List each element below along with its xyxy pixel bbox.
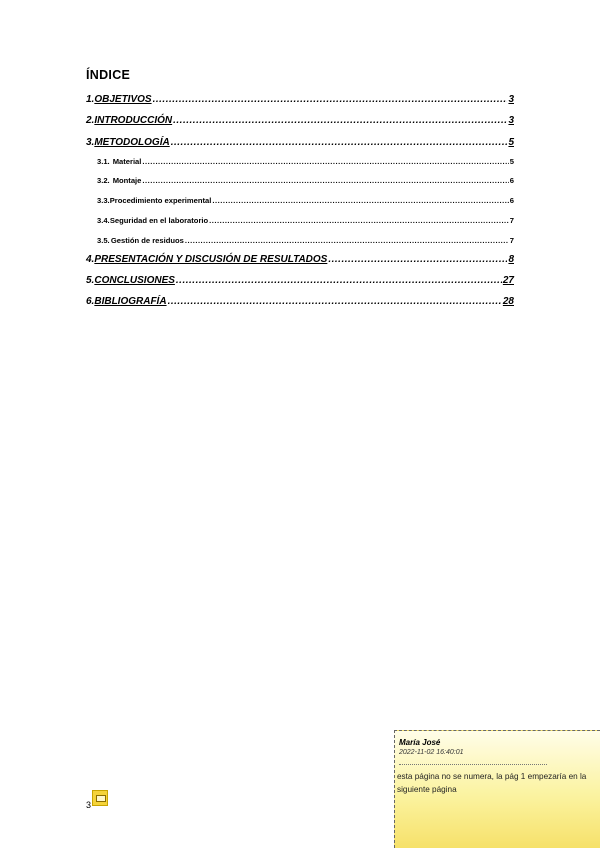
- toc-entry-label: Seguridad en el laboratorio: [109, 216, 209, 225]
- toc-entry-page: 6: [509, 176, 514, 185]
- toc-entry-procedimiento[interactable]: [97, 196, 514, 205]
- page-number: 3: [86, 800, 92, 810]
- toc-entry-montaje[interactable]: [97, 176, 514, 185]
- dot-leader: [153, 94, 508, 105]
- toc-entry-residuos[interactable]: [97, 236, 514, 245]
- toc-entry-introduccion[interactable]: [86, 115, 514, 126]
- dot-leader: [173, 115, 507, 126]
- comment-balloon[interactable]: [394, 730, 600, 848]
- comment-date: 2022-11-02 16:40:01: [399, 749, 464, 756]
- toc-entry-number: 6.: [86, 296, 95, 307]
- comment-divider: [399, 764, 547, 765]
- toc-entry-label: Montaje: [112, 176, 142, 185]
- toc-entry-label: INTRODUCCIÓN: [94, 115, 173, 126]
- toc-entry-page: 3: [508, 115, 514, 126]
- toc-entry-number: 3.3.: [97, 196, 110, 205]
- toc-entry-label: Procedimiento experimental: [109, 196, 212, 205]
- toc-title: ÍNDICE: [86, 68, 131, 82]
- toc-entry-number: 3.4.: [97, 216, 110, 225]
- toc-entry-metodologia[interactable]: [86, 137, 514, 148]
- toc-entry-material[interactable]: [97, 157, 514, 166]
- toc-entry-page: 5: [509, 157, 514, 166]
- dot-leader: [212, 196, 508, 205]
- toc-entry-resultados[interactable]: [86, 254, 514, 265]
- dot-leader: [168, 296, 502, 307]
- dot-leader: [142, 176, 508, 185]
- toc-entry-page: 7: [509, 236, 514, 245]
- comment-note-icon[interactable]: [92, 790, 108, 806]
- toc-entry-label: Gestión de residuos: [110, 236, 184, 245]
- toc-entry-page: 8: [508, 254, 514, 265]
- toc-entry-page: 3: [508, 94, 514, 105]
- toc-entry-label: METODOLOGÍA: [94, 137, 170, 148]
- toc-entry-seguridad[interactable]: [97, 216, 514, 225]
- toc-entry-page: 7: [509, 216, 514, 225]
- toc-entry-number: 3.: [86, 137, 95, 148]
- toc-entry-label: PRESENTACIÓN Y DISCUSIÓN DE RESULTADOS: [94, 254, 328, 265]
- toc-entry-bibliografia[interactable]: [86, 296, 514, 307]
- toc-entry-number: 2.: [86, 115, 95, 126]
- dot-leader: [176, 275, 502, 286]
- toc-entry-label: CONCLUSIONES: [94, 275, 175, 286]
- toc-entry-number: 3.1.: [97, 157, 110, 166]
- comment-text: esta página no se numera, la pág 1 empezaría en la siguiente página: [397, 772, 587, 794]
- toc-entry-objetivos[interactable]: [86, 94, 514, 105]
- toc-entry-page: 6: [509, 196, 514, 205]
- toc-entry-number: 1.: [86, 94, 95, 105]
- toc-entry-number: 3.5.: [97, 236, 110, 245]
- toc-entry-label: Material: [112, 157, 142, 166]
- toc-entry-page: 5: [508, 137, 514, 148]
- toc-entry-page: 28: [502, 296, 514, 307]
- toc-entry-number: 4.: [86, 254, 95, 265]
- dot-leader: [209, 216, 509, 225]
- dot-leader: [142, 157, 508, 166]
- toc-entry-label: BIBLIOGRAFÍA: [94, 296, 167, 307]
- comment-author: María José: [399, 738, 441, 747]
- dot-leader: [171, 137, 508, 148]
- toc-entry-label: OBJETIVOS: [94, 94, 152, 105]
- toc-entry-number: 5.: [86, 275, 95, 286]
- dot-leader: [185, 236, 509, 245]
- toc-entry-conclusiones[interactable]: [86, 275, 514, 286]
- dot-leader: [328, 254, 507, 265]
- toc-entry-number: 3.2.: [97, 176, 110, 185]
- toc-entry-page: 27: [502, 275, 514, 286]
